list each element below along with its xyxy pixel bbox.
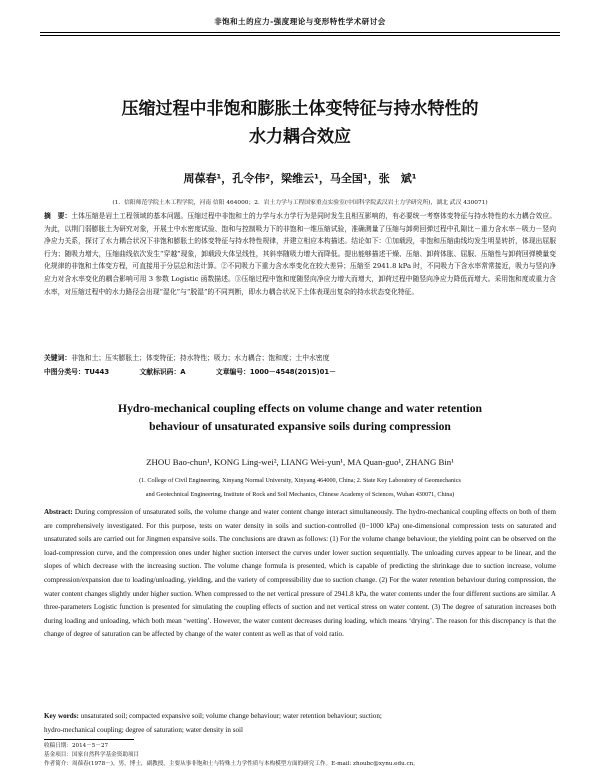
footnote-rule [44,739,134,740]
article-number-label: 文章编号： [215,368,250,376]
english-abstract-text: During compression of unsaturated soils, the volume change and water content change interact simultaneously. The hydro-mechanical coupling effects on both of them are comprehensively investigated. For this purpose, tests on water density in soils and suction-controlled (0−1000 kPa) one-dimensional compression tests on saturated and unsaturated soils are carried out for Jingmen expansive soils. The conclusions are drawn as follows: (1) For the volume change behaviour, the yielding point can be observed on the load-compression curve, and the compression ones under higher suction intersect the curves under lower suction sequentially. The unloading curves appear to be linear, and the slopes of which decrease with the increasing suction. The volume change formula is presented, which is capable of predicting the shrinkage due to suction increase, volume compression/expansion due to loading/unloading, yielding, and the variety of compressibility due to suction change. (2) For the water retention behaviour during compression, the water content changes slightly under higher suction. When compressed to the net vertical pressure of 2941.8 kPa, the water contents under the four different suctions are similar. A three-parameters Logistic function is presented for simulating the coupling effects of suction and net vertical stress on water content. (3) The degree of saturation increases both during loading and unloading, which both mean ‘wetting’. However, the water content decreases during loading, which means ‘drying’. The reason for this discrepancy is that the change of degree of saturation can be affected by change of the water content as well as that of void ratio. [44,508,556,639]
english-affiliation-line-2: and Geotechnical Engineering, Institute of Rock and Soil Mechanics, Chinese Academy of Sciences, Wuhan 430071, China) [145,491,455,498]
english-authors: ZHOU Bao-chun¹, KONG Ling-wei², LIANG Wei-yun¹, MA Quan-guo¹, ZHANG Bin¹ [146,457,454,467]
article-number-value: 1000－4548(2015)01－ [249,368,336,376]
doc-code-value: A [180,368,186,376]
footnote-fund: 基金项目：国家自然科学基金资助项目 [44,752,140,758]
english-title-line-1: Hydro-mechanical coupling effects on volume change and water retention [118,402,482,415]
chinese-keywords-text: 非饱和土；压实膨胀土；体变特征；持水特性；吸力；水力耦合；饱和度；土中水密度 [71,354,330,362]
english-affiliation-line-1: (1. College of Civil Engineering, Xinyang Normal University, Xinyang 464000, China; 2. State Key Laboratory of Geomechanics [139,477,461,484]
english-title [40,400,560,436]
chinese-title [40,95,560,151]
header-rule [40,32,560,33]
running-head: 非饱和土的应力-强度理论与变形特性学术研讨会 [214,17,386,26]
english-title-line-2: behaviour of unsaturated expansive soils during compression [149,420,451,433]
english-keywords-text: unsaturated soil; compacted expansive soil; volume change behaviour; water retention behaviour; suction; [80,712,382,720]
clc-label: 中图分类号： [44,368,85,376]
english-keywords-text-continued: hydro-mechanical coupling; degree of saturation; water density in soil [44,725,243,734]
doc-code-label: 文献标识码： [139,368,181,376]
chinese-title-line-1: 压缩过程中非饱和膨胀土体变特征与持水特性的 [121,99,479,119]
english-abstract [44,506,556,642]
chinese-keywords-label: 关键词： [44,354,72,362]
chinese-title-line-2: 水力耦合效应 [249,127,351,147]
header-rule-thin [40,35,560,36]
chinese-abstract [44,210,556,298]
footnote-received: 收稿日期：2014－5－27 [44,743,109,749]
footnote-author: 作者简介：周葆春(1978－)，男，博士，副教授，主要从事非饱和土与特殊土力学性质与本构模型方面的研究工作。E-mail: zhoubc@xynu.edu.cn。 [44,761,419,767]
footnotes [44,742,556,769]
clc-value: TU443 [84,368,110,376]
chinese-authors: 周葆春¹，孔令伟²，梁维云¹，马全国¹，张 斌¹ [183,172,417,185]
english-affiliation [50,474,550,502]
english-keywords-label: Key words: [44,712,79,720]
chinese-abstract-text: 土体压缩是岩土工程领域的基本问题。压缩过程中非饱和土的力学与水力学行为是同时发生且相互影响的，有必要统一考察体变特征与持水特性的水力耦合效应。为此，以荆门弱膨胀土为研究对象，开展土中水密度试验、饱和与控制吸力下的非饱和一维压缩试验，准确测量了压缩与卸荷回弹过程中孔隙比－重力含水率－吸力－竖向净应力关系，探讨了水力耦合状况下非饱和膨胀土的体变特征与持水特性规律，并建立相应本构描述。结论如下：①加载段，非饱和压缩曲线均发生明显转折，体现出屈服行为；随吸力增大，压缩曲线依次发生“穿越”现象，卸载段大体呈线性，其斜率随吸力增大而降低。提出能够描述干燥、压缩、卸荷体胀、屈服、压缩性与卸荷回弹模量变化规律的非饱和土体变方程，可直接用于分层总和法计算。②不同吸力下重力含水率变化在较大差异；压缩至 2941.8 kPa 时，不同吸力下含水率常常接近，吸力与竖向净应力对含水率变化的耦合影响可用 3 参数 Logistic 函数描述。③压缩过程中饱和度随竖向净应力增大而增大，卸荷过程中随竖向净应力降低而增大。采用饱和度或重力含水率，对压缩过程中的水力路径会出现“湿化”与“脱湿”的不同判断，即水力耦合状况下土体表现出复杂的持水状态变化特征。 [44,212,557,296]
chinese-affiliation: (1．信阳师范学院土木工程学院，河南 信阳 464000；2．岩土力学与工程国家重点实验室(中国科学院武汉岩土力学研究所)，湖北 武汉 430071) [112,200,488,206]
english-abstract-label: Abstract: [44,508,73,516]
classification-line [44,366,556,376]
chinese-keywords [44,352,556,362]
english-keywords [44,710,556,737]
chinese-abstract-label: 摘 要： [44,212,72,220]
